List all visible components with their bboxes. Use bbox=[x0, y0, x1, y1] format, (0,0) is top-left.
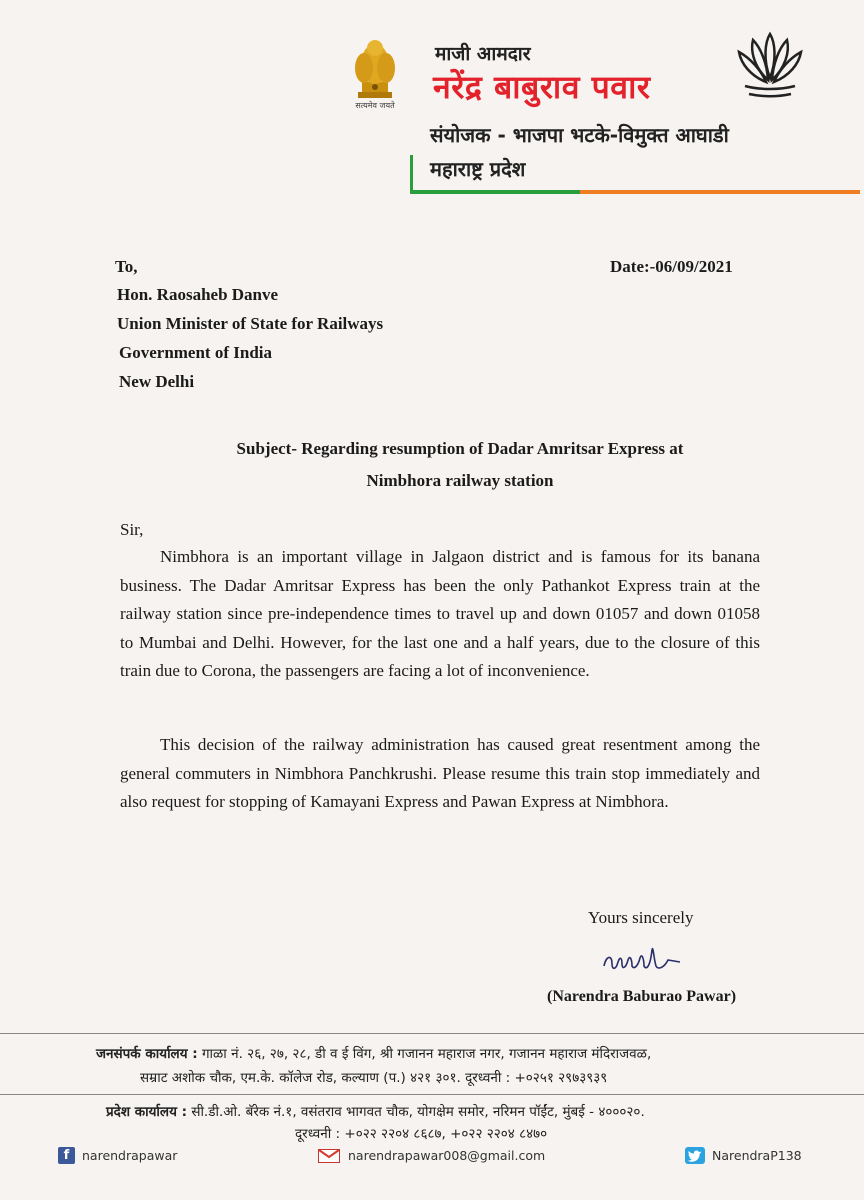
paragraph-text: This decision of the railway administration has caused great resentment among the general commuters in Nimbhora Panchkrushi. Please resume this train stop immediately and also request for stopping of Kamayani Express and Pawan Express at Nimbhora. bbox=[120, 735, 760, 811]
facebook-handle: narendrapawar bbox=[82, 1148, 178, 1163]
address-line: Government of India bbox=[119, 343, 272, 362]
address-line: New Delhi bbox=[119, 372, 195, 391]
office2-line2: दूरध्वनी : +०२२ २२०४ ८६८७, +०२२ २२०४ ८४७० bbox=[295, 1126, 548, 1142]
letter-date: Date:-06/09/2021 bbox=[610, 257, 733, 276]
footer-divider bbox=[0, 1094, 864, 1095]
salutation: Sir, bbox=[120, 520, 144, 539]
office2-address: सी.डी.ओ. बॅरेक नं.१, वसंतराव भागवत चौक, योगक्षेम समोर, नरिमन पॉईंट, मुंबई - ४०००२०. bbox=[191, 1104, 645, 1120]
office2-label: प्रदेश कार्यालय : bbox=[106, 1104, 188, 1120]
body-paragraph-2 bbox=[120, 731, 760, 817]
twitter-handle: NarendraP138 bbox=[712, 1148, 802, 1163]
twitter-icon bbox=[685, 1147, 705, 1164]
closing: Yours sincerely bbox=[588, 908, 694, 927]
facebook-icon: f bbox=[58, 1147, 75, 1164]
office1-address: गाळा नं. २६, २७, २८, डी व ई विंग, श्री गजानन महाराज नगर, गजानन महाराज मंदिराजवळ, bbox=[201, 1046, 652, 1062]
letterhead-state: महाराष्ट्र प्रदेश bbox=[430, 157, 526, 181]
address-line: Union Minister of State for Railways bbox=[117, 314, 384, 333]
office1-label: जनसंपर्क कार्यालय : bbox=[96, 1046, 198, 1062]
office1-line2: सम्राट अशोक चौक, एम.के. कॉलेज रोड, कल्याण (प.) ४२१ ३०१. दूरध्वनी : +०२५१ २९७३९३९ bbox=[140, 1070, 608, 1086]
letter-subject bbox=[120, 433, 800, 497]
paragraph-text: Nimbhora is an important village in Jalgaon district and is famous for its banana business. The Dadar Amritsar Express has been the only Pathankot Express train at the railway station since pre-independence times to travel up and down 01057 and down 01058 to Mumbai and Delhi. However, for the last one and a half years, due to the closure of this train due to Corona, the passengers are facing a lot of inconvenience. bbox=[120, 547, 760, 680]
signatory-name: (Narendra Baburao Pawar) bbox=[547, 988, 737, 1005]
subject-line: Nimbhora railway station bbox=[366, 471, 554, 490]
email-address: narendrapawar008@gmail.com bbox=[348, 1148, 546, 1163]
letterhead-name: नरेंद्र बाबुराव पवार bbox=[433, 68, 651, 106]
signature-scribble bbox=[598, 940, 688, 976]
letterhead-rule-orange bbox=[580, 190, 860, 194]
bjp-lotus-icon bbox=[735, 30, 805, 105]
subject-line: Subject- Regarding resumption of Dadar Amritsar Express at bbox=[236, 439, 684, 458]
office2-line1 bbox=[106, 1102, 645, 1120]
office1-line1 bbox=[96, 1044, 651, 1062]
to-label: To, bbox=[115, 257, 138, 276]
letterhead-role: संयोजक - भाजपा भटके-विमुक्त आघाडी bbox=[430, 123, 729, 147]
gmail-icon bbox=[318, 1149, 340, 1163]
letterhead-accent-vertical bbox=[410, 155, 413, 193]
letterhead-rule-green bbox=[410, 190, 580, 194]
emblem-motto: सत्यमेव जयते bbox=[355, 101, 395, 110]
ashoka-emblem-icon bbox=[340, 30, 410, 110]
address-line: Hon. Raosaheb Danve bbox=[117, 285, 279, 304]
former-mla-title: माजी आमदार bbox=[435, 43, 531, 65]
footer-divider bbox=[0, 1033, 864, 1034]
body-paragraph-1 bbox=[120, 543, 760, 686]
